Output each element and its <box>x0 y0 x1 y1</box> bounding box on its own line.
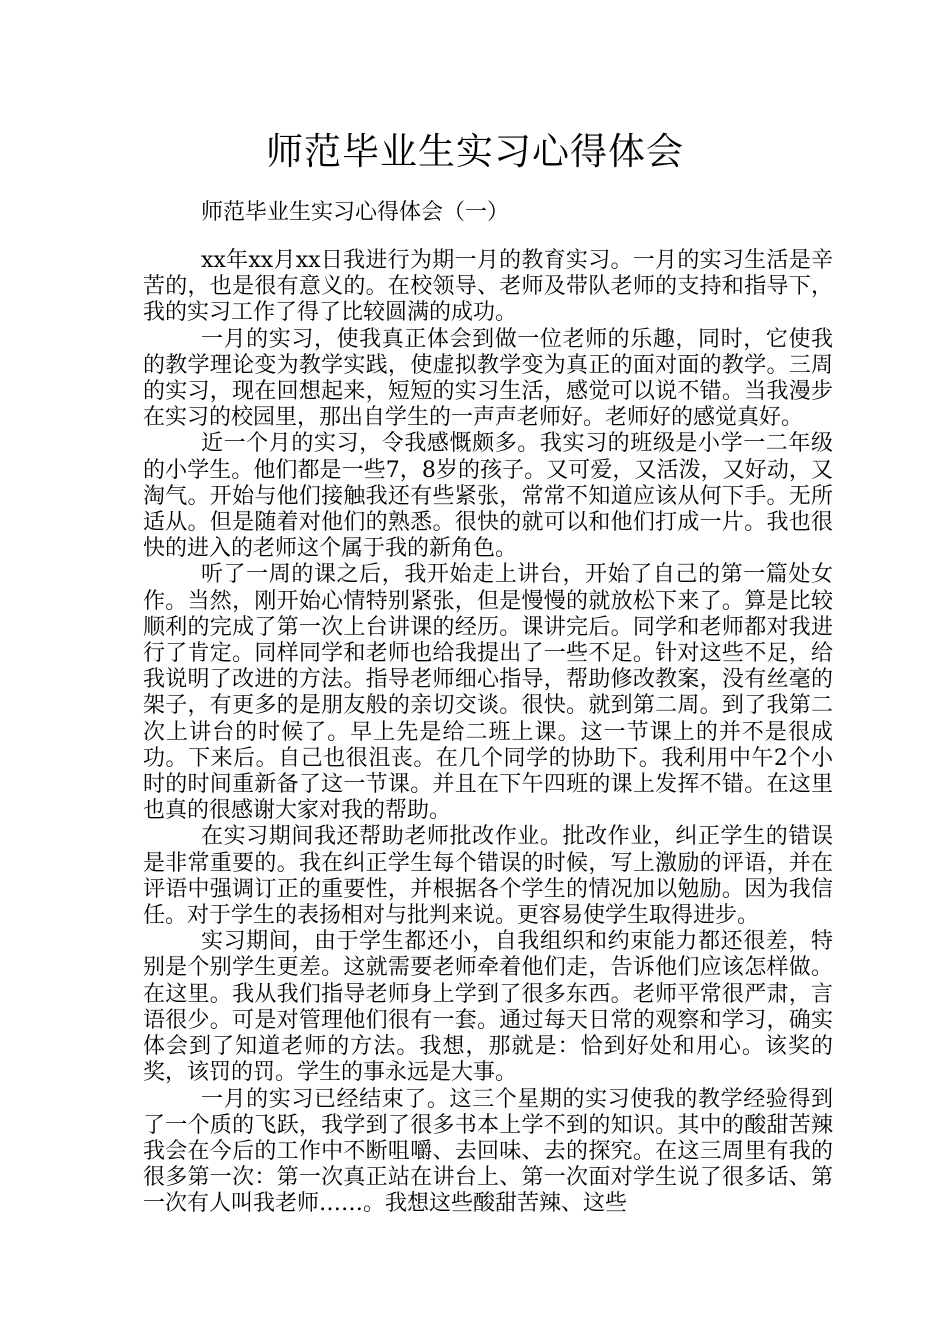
paragraph-5: 在实习期间我还帮助老师批改作业。批改作业，纠正学生的错误是非常重要的。我在纠正学生每个错误的时候，写上激励的评语，并在评语中强调订正的重要性，并根据各个学生的情况加以勉励。因为我信任。对于学生的表扬相对与批判来说。更容易使学生取得进步。 <box>143 824 833 929</box>
document-subtitle: 师范毕业生实习心得体会（一） <box>201 200 510 225</box>
paragraph-2: 一月的实习，使我真正体会到做一位老师的乐趣，同时，它使我的教学理论变为教学实践，使虚拟教学变为真正的面对面的教学。三周的实习，现在回想起来，短短的实习生活，感觉可以说不错。当我漫步在实习的校园里，那出自学生的一声声老师好。老师好的感觉真好。 <box>143 326 833 431</box>
paragraph-7: 一月的实习已经结束了。这三个星期的实习使我的教学经验得到了一个质的飞跃，我学到了很多书本上学不到的知识。其中的酸甜苦辣我会在今后的工作中不断咀嚼、去回味、去的探究。在这三周里有我的很多第一次：第一次真正站在讲台上、第一次面对学生说了很多话、第一次有人叫我老师……。我想这些酸甜苦辣、这些 <box>143 1086 833 1217</box>
paragraph-3: 近一个月的实习，令我感慨颇多。我实习的班级是小学一二年级的小学生。他们都是一些7，8岁的孩子。又可爱，又活泼，又好动，又淘气。开始与他们接触我还有些紧张，常常不知道应该从何下手。无所适从。但是随着对他们的熟悉。很快的就可以和他们打成一片。我也很快的进入的老师这个属于我的新角色。 <box>143 431 833 562</box>
document-title: 师范毕业生实习心得体会 <box>266 130 684 173</box>
paragraph-1: xx年xx月xx日我进行为期一月的教育实习。一月的实习生活是辛苦的，也是很有意义的。在校领导、老师及带队老师的支持和指导下，我的实习工作了得了比较圆满的成功。 <box>143 248 833 326</box>
paragraph-4: 听了一周的课之后，我开始走上讲台，开始了自己的第一篇处女作。当然，刚开始心情特别紧张，但是慢慢的就放松下来了。算是比较顺利的完成了第一次上台讲课的经历。课讲完后。同学和老师都对我进行了肯定。同样同学和老师也给我提出了一些不足。针对这些不足，给我说明了改进的方法。指导老师细心指导，帮助修改教案，没有丝毫的架子，有更多的是朋友般的亲切交谈。很快。就到第二周。到了我第二次上讲台的时候了。早上先是给二班上课。这一节课上的并不是很成功。下来后。自己也很沮丧。在几个同学的协助下。我利用中午2个小时的时间重新备了这一节课。并且在下午四班的课上发挥不错。在这里也真的很感谢大家对我的帮助。 <box>143 562 833 824</box>
document-body <box>143 248 833 1218</box>
paragraph-6: 实习期间，由于学生都还小，自我组织和约束能力都还很差，特别是个别学生更差。这就需要老师牵着他们走，告诉他们应该怎样做。在这里。我从我们指导老师身上学到了很多东西。老师平常很严肃，言语很少。可是对管理他们很有一套。通过每天日常的观察和学习，确实体会到了知道老师的方法。我想，那就是：恰到好处和用心。该奖的奖，该罚的罚。学生的事永远是大事。 <box>143 929 833 1086</box>
